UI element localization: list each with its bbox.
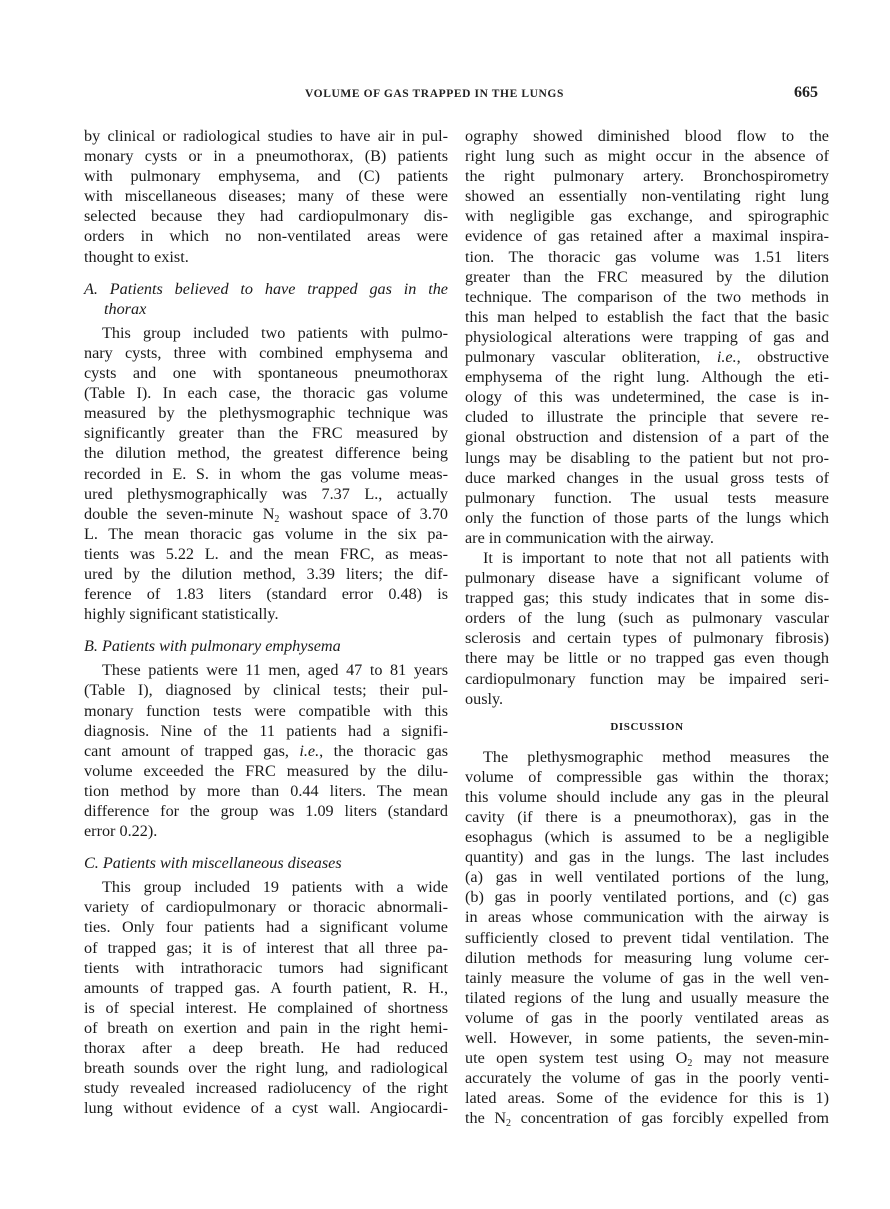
text-line: with pulmonary emphysema, and (C) patients [84,167,448,186]
text-segment: cant amount of trapped gas, [84,741,300,760]
text-line: error 0.22). [84,822,158,841]
text-line: quantity) and gas in the lungs. The last includes [465,848,829,867]
text-line: The plethysmographic method measures the [483,747,829,766]
text-line: cysts and one with spontaneous pneumothorax [84,364,448,383]
text-line [84,741,448,761]
text-line: orders in which no non-ventilated areas were [84,227,448,246]
text-line: only the function of those parts of the lungs which [465,508,829,527]
text-line: ured plethysmographically was 7.37 L., actually [84,484,448,503]
text-line: This group included two patients with pulmo- [102,323,448,342]
subscript: 2 [274,513,280,525]
heading-line: thorax [104,299,147,318]
text-segment: pulmonary vascular obliteration, [465,348,717,367]
right-column [465,126,829,1129]
text-line: monary cysts or in a pneumothorax, (B) patients [84,147,448,166]
text-line [84,504,448,524]
text-segment: concentration of gas forcibly expelled from [511,1109,829,1128]
text-line: of breath on exertion and pain in the right hemi- [84,1018,448,1037]
text-line: tainly measure the volume of gas in the well ven- [465,968,829,987]
text-line: emphysema of the right lung. Although the eti- [465,368,829,387]
text-line: the dilution method, the greatest difference being [84,444,448,463]
text-segment: double the seven-minute N [84,504,275,523]
text-line: tients with intrathoracic tumors had significant [84,958,448,977]
text-line: with negligible gas exchange, and spirographic [465,207,829,226]
text-line: by clinical or radiological studies to have air in pul- [84,127,448,145]
text-line: study revealed increased radiolucency of the right [84,1079,448,1098]
text-line: cardiopulmonary function may be impaired seri- [465,669,829,688]
italic-abbreviation: i.e. [716,348,737,367]
section-c-heading [84,853,448,873]
text-line: amounts of trapped gas. A fourth patient, R. H., [84,978,448,997]
text-line: volume of gas in the poorly ventilated areas as [465,1008,829,1027]
text-line: ured by the dilution method, 3.39 liters; the dif- [84,564,448,583]
text-line: (a) gas in well ventilated portions of the lung, [465,868,829,887]
text-line: there may be little or no trapped gas even though [465,649,829,668]
heading-line: B. Patients with pulmonary emphysema [84,637,341,656]
text-line: cavity (if there is a pneumothorax), gas in the [465,808,829,826]
text-line: recorded in E. S. in whom the gas volume meas- [84,464,448,483]
text-line: this man helped to establish the fact that the basic [465,307,829,326]
text-line: sufficiently closed to prevent tidal ventilation. The [465,928,829,947]
text-line: ously. [465,689,504,708]
text-line: ference of 1.83 liters (standard error 0.48) is [84,585,448,604]
text-line: lungs may be disabling to the patient but not pro- [465,448,829,467]
text-line: cluded to illustrate the principle that severe re- [465,408,829,427]
heading-line: A. Patients believed to have trapped gas in the [84,279,448,298]
text-line [465,1108,829,1128]
italic-abbreviation: i.e. [299,741,320,760]
heading-line: C. Patients with miscellaneous diseases [84,854,342,873]
text-line: well. However, in some patients, the seven-min- [465,1029,829,1048]
text-line: trapped gas; this study indicates that in some dis- [465,589,829,608]
text-line: significantly greater than the FRC measured by [84,424,448,443]
text-line: gional obstruction and distension of a part of the [465,428,829,447]
text-line: pulmonary disease have a significant volume of [465,569,829,588]
text-line: (Table I). In each case, the thoracic gas volume [84,384,448,403]
text-line: evidence of gas retained after a maximal inspira- [465,227,829,246]
text-segment: , obstructive [736,348,829,367]
text-line [465,347,829,367]
text-line: the right pulmonary artery. Bronchospirometry [465,167,829,186]
text-segment: may not measure [692,1049,830,1068]
text-line: It is important to note that not all patients with [483,548,829,567]
text-line: duce marked changes in the usual gross tests of [465,468,829,487]
text-segment: , the thoracic gas [319,741,449,760]
page-number: 665 [794,84,818,101]
section-c-paragraph [84,877,448,1118]
text-line: diagnosis. Nine of the 11 patients had a signifi- [84,721,448,740]
text-line: esophagus (which is assumed to be a negligible [465,828,829,847]
text-line: selected because they had cardiopulmonary dis- [84,207,448,226]
text-line: L. The mean thoracic gas volume in the six pa- [84,524,448,543]
text-segment: ute open system test using O [465,1049,688,1068]
discussion-paragraph [465,747,829,1129]
text-segment: the N [465,1109,507,1128]
text-line: nary cysts, three with combined emphysema and [84,343,448,362]
text-line: ography showed diminished blood flow to the [465,127,829,145]
text-line: orders of the lung (such as pulmonary vascular [465,609,829,628]
text-segment: washout space of 3.70 [279,504,449,523]
subscript: 2 [687,1058,693,1070]
text-line: monary function tests were compatible with this [84,701,448,720]
subscript: 2 [506,1118,512,1130]
text-line: sclerosis and certain types of pulmonary fibrosis) [465,629,829,648]
text-line: volume of compressible gas within the thorax; [465,767,829,786]
text-line: in areas whose communication with the airway is [465,908,829,927]
text-line: accurately the volume of gas in the poorly venti- [465,1069,829,1088]
text-line: thorax after a deep breath. He had reduced [84,1039,448,1058]
text-line: This group included 19 patients with a wide [102,878,448,897]
text-line: (b) gas in poorly ventilated portions, and (c) gas [465,888,829,907]
text-line: These patients were 11 men, aged 47 to 81 years [102,661,448,680]
text-line: are in communication with the airway. [465,528,714,547]
text-line: tilated regions of the lung and usually measure the [465,988,829,1007]
text-line: with miscellaneous diseases; many of these were [84,187,448,206]
text-line: variety of cardiopulmonary or thoracic abnormali- [84,898,448,917]
importance-paragraph [465,548,829,709]
running-head: VOLUME OF GAS TRAPPED IN THE LUNGS [305,88,564,100]
section-b-heading [84,636,448,656]
text-line: this volume should include any gas in the pleural [465,787,829,806]
text-line: difference for the group was 1.09 liters (standard [84,802,448,820]
text-line: is of special interest. He complained of shortness [84,998,448,1017]
text-line: greater than the FRC measured by the dilution [465,267,829,286]
discussion-heading: DISCUSSION [610,720,684,733]
case-continuation-paragraph [465,126,829,548]
intro-paragraph [84,126,448,267]
left-column [84,126,448,1118]
text-line: thought to exist. [84,247,189,266]
text-line: showed an essentially non-ventilating right lung [465,187,829,206]
text-line: right lung such as might occur in the absence of [465,147,829,166]
text-line: physiological alterations were trapping of gas and [465,327,829,346]
text-line: (Table I), diagnosed by clinical tests; their pul- [84,681,448,700]
text-line: tients was 5.22 L. and the mean FRC, as meas- [84,544,448,563]
text-line: tion. The thoracic gas volume was 1.51 liters [465,247,829,266]
text-line: pulmonary function. The usual tests measure [465,488,829,507]
text-line: technique. The comparison of the two methods in [465,287,829,306]
text-line: ties. Only four patients had a significant volume [84,918,448,937]
text-line: tion method by more than 0.44 liters. The mean [84,781,448,800]
section-a-heading [84,279,448,319]
text-line [465,1048,829,1068]
text-line: ology of this was undetermined, the case is in- [465,388,829,407]
text-line: dilution methods for measuring lung volume cer- [465,948,829,967]
text-line: lated areas. Some of the evidence for this is 1) [465,1089,829,1108]
text-line: measured by the plethysmographic technique was [84,404,448,423]
text-line: volume exceeded the FRC measured by the dilu- [84,761,448,780]
section-a-paragraph [84,323,448,624]
text-line: highly significant statistically. [84,605,279,624]
text-line: lung without evidence of a cyst wall. Angiocardi- [84,1099,448,1118]
section-b-paragraph [84,660,448,841]
text-line: of trapped gas; it is of interest that all three pa- [84,938,448,957]
text-line: breath sounds over the right lung, and radiological [84,1059,448,1078]
